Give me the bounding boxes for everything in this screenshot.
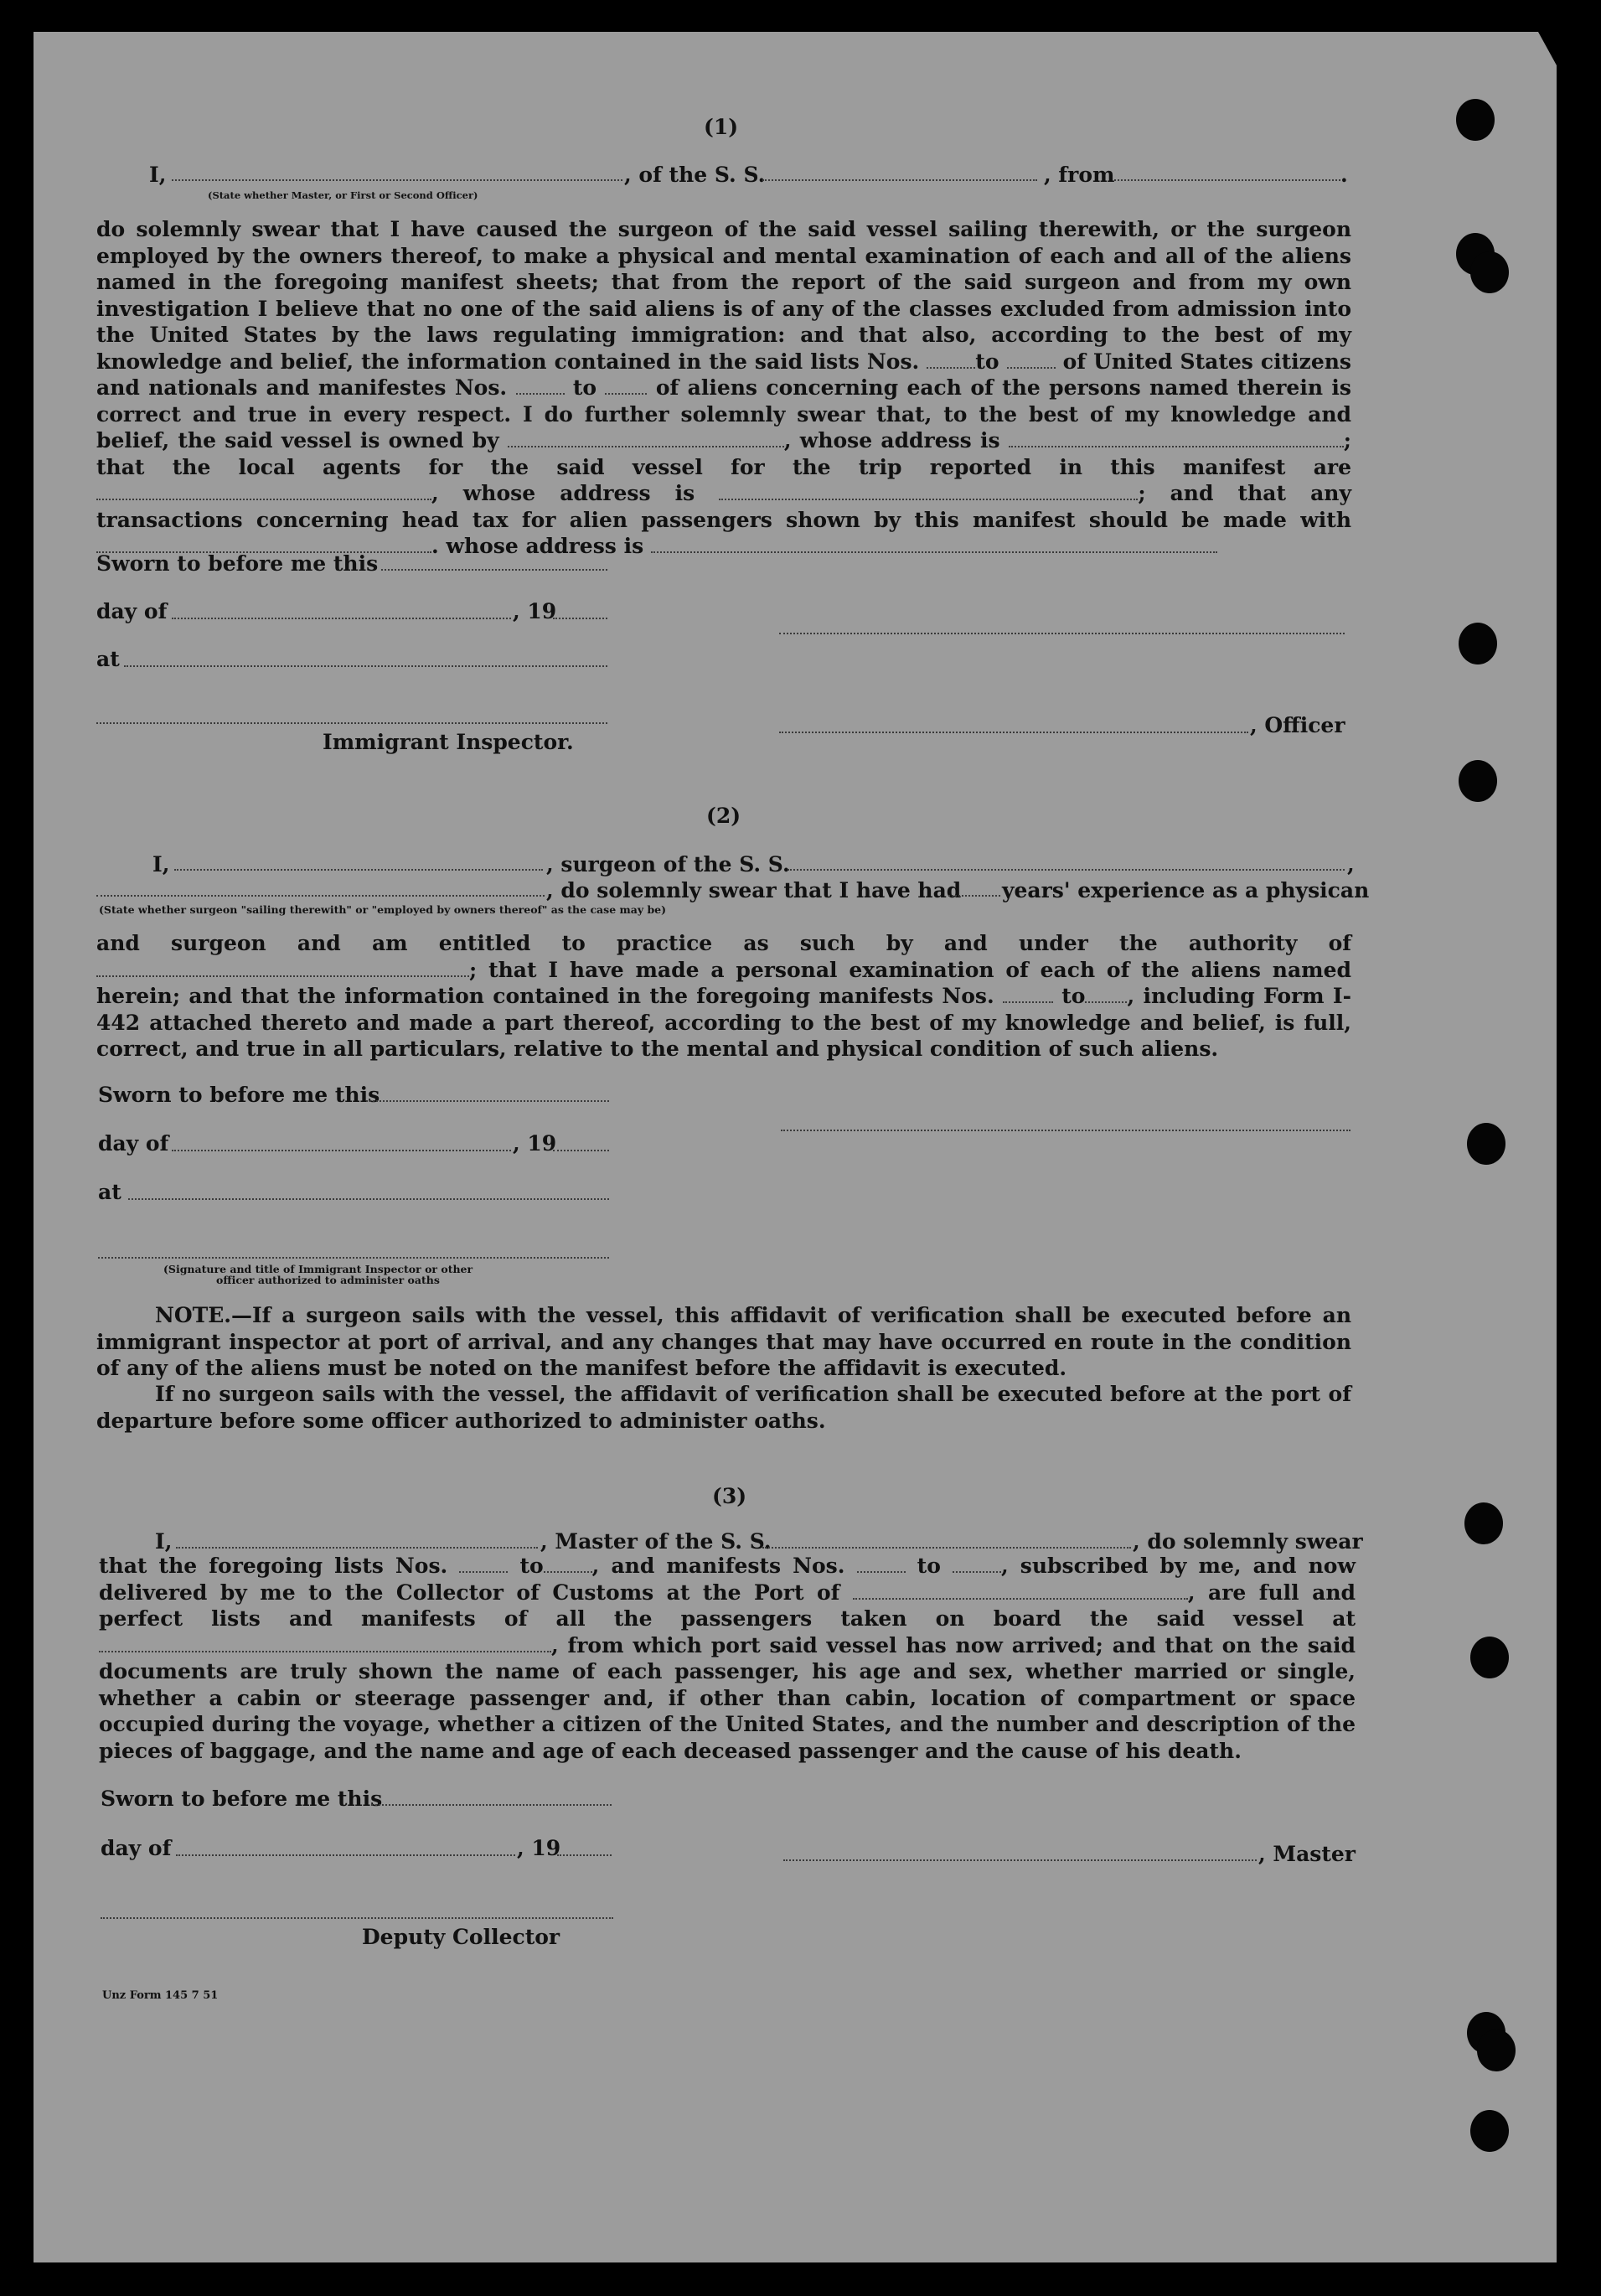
s1-year-field[interactable] xyxy=(553,618,607,619)
s1-period: . xyxy=(1340,163,1348,187)
s2-at-label: at xyxy=(98,1180,121,1204)
s1-to: to xyxy=(975,349,999,374)
punch-hole xyxy=(1456,99,1495,141)
s3-full-perfect: , are full and perfect lists and manifests of all the passengers taken on board the said vessel at xyxy=(99,1580,1356,1631)
punch-hole xyxy=(1467,1123,1505,1165)
lists-to-field[interactable] xyxy=(1007,352,1056,369)
s1-officer-name-line[interactable] xyxy=(779,732,1248,733)
punch-hole xyxy=(1477,2030,1516,2071)
s2-manifests-to-field[interactable] xyxy=(1085,986,1127,1003)
s2-body-c: , including Form I-442 attached thereto and made a part thereof, according to the best of my knowledge and belief, is full, correct, and true in all particulars, relative to the mental and physical condition of such aliens. xyxy=(96,984,1351,1061)
s2-sworn-date-field[interactable] xyxy=(366,1100,609,1102)
s3-do-swear-label: , do solemnly swear xyxy=(1133,1529,1363,1554)
form-number: Unz Form 145 7 51 xyxy=(102,1989,219,2002)
s3-master-name-field[interactable] xyxy=(176,1547,538,1549)
section-2-number: (2) xyxy=(706,804,741,828)
section-3-body xyxy=(99,1553,1356,1764)
s3-sworn-label: Sworn to before me this xyxy=(101,1787,383,1811)
s1-of-ss-label: , of the S. S. xyxy=(624,163,766,187)
s3-year-field[interactable] xyxy=(557,1854,612,1856)
s2-body-b: that I have made a personal examination of each of the aliens named herein; and that the information contained in the foregoing manifests Nos. xyxy=(96,957,1351,1008)
s3-master-signature-line[interactable] xyxy=(783,1859,1257,1861)
s3-i-label: I, xyxy=(155,1529,173,1554)
s3-sworn-date-field[interactable] xyxy=(371,1804,612,1806)
owner-address-field[interactable] xyxy=(1009,431,1344,447)
s1-nineteen-label: , 19 xyxy=(513,599,557,623)
s3-subscribed: , subscribed by me, and now delivered by me to the Collector of Customs at the Port of xyxy=(99,1554,1356,1605)
punch-hole xyxy=(1464,1502,1503,1544)
s2-day-of-field[interactable] xyxy=(172,1150,511,1151)
owner-field[interactable] xyxy=(508,431,784,447)
s2-at-field[interactable] xyxy=(128,1198,609,1200)
head-tax-contact-field[interactable] xyxy=(96,536,431,553)
manifests-from-field[interactable] xyxy=(516,378,565,395)
surgeon-name-field[interactable] xyxy=(174,869,543,871)
s2-sworn-label: Sworn to before me this xyxy=(98,1083,380,1107)
s1-body-b: of United States citizens and nationals and manifestes Nos. xyxy=(96,349,1351,400)
s2-surgeon-signature-line[interactable] xyxy=(781,1130,1351,1131)
s3-to: to xyxy=(519,1554,544,1578)
s2-swear-label: , do solemnly swear that I have had xyxy=(546,878,962,902)
s2-note-1: NOTE.—If a surgeon sails with the vessel, this affidavit of verification shall be executed before an immigrant inspector at port of arrival, and any changes that may have occurred en route in the condition of any of the aliens must be noted on the manifest before the affidavit is executed. xyxy=(96,1303,1351,1380)
punch-hole xyxy=(1470,1637,1509,1678)
s3-master-label: , Master xyxy=(1258,1842,1356,1866)
master-name-field[interactable] xyxy=(172,179,622,181)
s2-day-of-label: day of xyxy=(98,1131,169,1156)
s2-comma: , xyxy=(1347,852,1355,877)
authority-field[interactable] xyxy=(96,960,469,977)
s2-body-a: and surgeon and am entitled to practice as such by and under the authority of xyxy=(96,931,1351,955)
s2-vessel-field[interactable] xyxy=(788,869,1345,871)
s3-lists-to-field[interactable] xyxy=(544,1556,592,1573)
s3-body: , from which port said vessel has now arrived; and that on the said documents are truly shown the name of each passenger, his age and sex, whether married or single, whether a cabin or steerage passenger and, if other than cabin, location of compartment or space occupied during the voyage, whether a citizen of the United States, and the number and description of the pieces of baggage, and the name and age of each deceased passenger and the cause of his death. xyxy=(99,1632,1356,1763)
s3-manifests-from-field[interactable] xyxy=(857,1556,906,1573)
s1-transactions: ; and that any transactions concerning head tax for alien passengers shown by this manifest should be made with xyxy=(96,481,1351,532)
port-field[interactable] xyxy=(853,1583,1188,1600)
s2-signature-note-1: (Signature and title of Immigrant Inspector or other xyxy=(163,1263,473,1275)
s3-collector-signature-line[interactable] xyxy=(101,1917,613,1919)
s2-semicolon: ; xyxy=(469,957,478,982)
surgeon-note xyxy=(96,1302,1351,1382)
s3-master-of-label: , Master of the S. S. xyxy=(540,1529,772,1554)
years-experience-field[interactable] xyxy=(948,895,1000,897)
manifests-to-field[interactable] xyxy=(605,378,647,395)
s2-year-field[interactable] xyxy=(553,1150,609,1151)
s3-vessel-field[interactable] xyxy=(762,1547,1131,1549)
s2-manifests-from-field[interactable] xyxy=(1003,986,1053,1003)
s3-manifests-nos: , and manifests Nos. xyxy=(591,1554,845,1578)
s1-local-agents: ; that the local agents for the said vessel for the trip reported in this manifest are xyxy=(96,428,1351,479)
no-surgeon-note xyxy=(96,1381,1351,1434)
s2-years-label: years' experience as a physican xyxy=(1002,878,1370,902)
s1-from-label: , from xyxy=(1044,163,1115,187)
punch-hole xyxy=(1459,760,1497,802)
lists-from-field[interactable] xyxy=(927,352,975,369)
section-2-body xyxy=(96,930,1351,1063)
local-agents-field[interactable] xyxy=(96,484,431,500)
s3-lists-from-field[interactable] xyxy=(459,1556,508,1573)
s1-officer-label: , Officer xyxy=(1250,713,1345,737)
s1-whose-address-2: , whose address is xyxy=(431,481,695,505)
s1-at-label: at xyxy=(96,647,120,671)
s2-note-2: If no surgeon sails with the vessel, the affidavit of verification shall be executed before at the port of departure before some officer authorized to administer oaths. xyxy=(96,1382,1351,1433)
s3-lists-nos: that the foregoing lists Nos. xyxy=(99,1554,448,1578)
s2-signature-note-2: officer authorized to administer oaths xyxy=(216,1274,440,1286)
s1-sworn-date-field[interactable] xyxy=(381,569,607,571)
s1-inspector-label: Immigrant Inspector. xyxy=(323,730,574,754)
s1-day-of-field[interactable] xyxy=(172,618,511,619)
s1-officer-signature-line[interactable] xyxy=(779,633,1345,634)
surgeon-status-field[interactable] xyxy=(96,895,545,897)
punch-hole xyxy=(1470,2110,1509,2152)
from-port-field[interactable] xyxy=(1114,179,1340,181)
boarding-port-field[interactable] xyxy=(99,1636,551,1652)
s3-to-2: to xyxy=(917,1554,941,1578)
section-1-body: do solemnly swear that I have caused the surgeon of the said vessel sailing therewith, or the surgeon employed by the owners thereof, to make a physical and mental examination of each and all of the aliens named in the foregoing manifest sheets; that from the report of the said surgeon and from my own investigation I believe that no one of the said aliens is of any of the classes excluded from admission into the United States by the laws regulating immigration: and that also, according to the best of my knowledge and belief, the information contained in the said lists Nos. to of United States citizens and nationals and manifestes Nos. to of aliens concerning each of the persons named therein is correct and true in every respect. I do further solemnly swear that, to the best of my knowledge and belief, the said vessel is owned by , whose address is ; that the local agents for the said vessel for the trip reported in this manifest are , whose address is ; and that any transactions concerning head tax for alien passengers shown by this manifest should be made with . whose address is xyxy=(96,217,1351,558)
s1-sworn-label: Sworn to before me this xyxy=(96,551,379,576)
head-tax-address-field[interactable] xyxy=(651,536,1217,553)
s1-at-field[interactable] xyxy=(124,665,607,667)
s1-whose-address-3: whose address is xyxy=(446,534,644,558)
s1-inspector-signature-line[interactable] xyxy=(96,722,607,724)
s3-deputy-label: Deputy Collector xyxy=(362,1925,560,1949)
s3-manifests-to-field[interactable] xyxy=(953,1556,1001,1573)
punch-hole xyxy=(1470,251,1509,293)
punch-hole xyxy=(1459,623,1497,664)
s1-i-label: I, xyxy=(149,163,167,187)
vessel-name-field[interactable] xyxy=(762,179,1037,181)
s2-inspector-signature-line[interactable] xyxy=(98,1257,609,1259)
surgeon-status-note: (State whether surgeon "sailing therewith" or "employed by owners thereof" as the case may be) xyxy=(99,903,667,916)
s3-day-of-field[interactable] xyxy=(176,1854,515,1856)
s2-to: to xyxy=(1061,984,1086,1008)
s2-i-label: I, xyxy=(152,852,170,877)
s3-nineteen-label: , 19 xyxy=(517,1836,561,1860)
s1-body-c: of aliens concerning each of the persons named therein is correct and true in every respect. I do further solemnly swear that, to the best of my knowledge and belief, the said vessel is owned by xyxy=(96,375,1351,452)
agents-address-field[interactable] xyxy=(719,484,1138,500)
s2-surgeon-of-label: , surgeon of the S. S. xyxy=(546,852,790,877)
section-3-number: (3) xyxy=(712,1484,747,1508)
s3-day-of-label: day of xyxy=(101,1836,172,1860)
s2-nineteen-label: , 19 xyxy=(513,1131,557,1156)
s1-to-2: to xyxy=(572,375,597,400)
master-officer-note: (State whether Master, or First or Second Officer) xyxy=(208,189,478,201)
s1-day-of-label: day of xyxy=(96,599,168,623)
section-1-number: (1) xyxy=(704,115,739,139)
s1-whose-address: , whose address is xyxy=(783,428,1000,452)
s1-body-a: do solemnly swear that I have caused the surgeon of the said vessel sailing therewith, or the surgeon employed by the owners thereof, to make a physical and mental examination of each and all of the aliens named in the foregoing manifest sheets; that from the report of the said surgeon and from my own investigation I believe that no one of the said aliens is of any of the classes excluded from admission into the United States by the laws regulating immigration: and that also, according to the best of my knowledge and belief, the information contained in the said lists Nos. xyxy=(96,217,1351,374)
